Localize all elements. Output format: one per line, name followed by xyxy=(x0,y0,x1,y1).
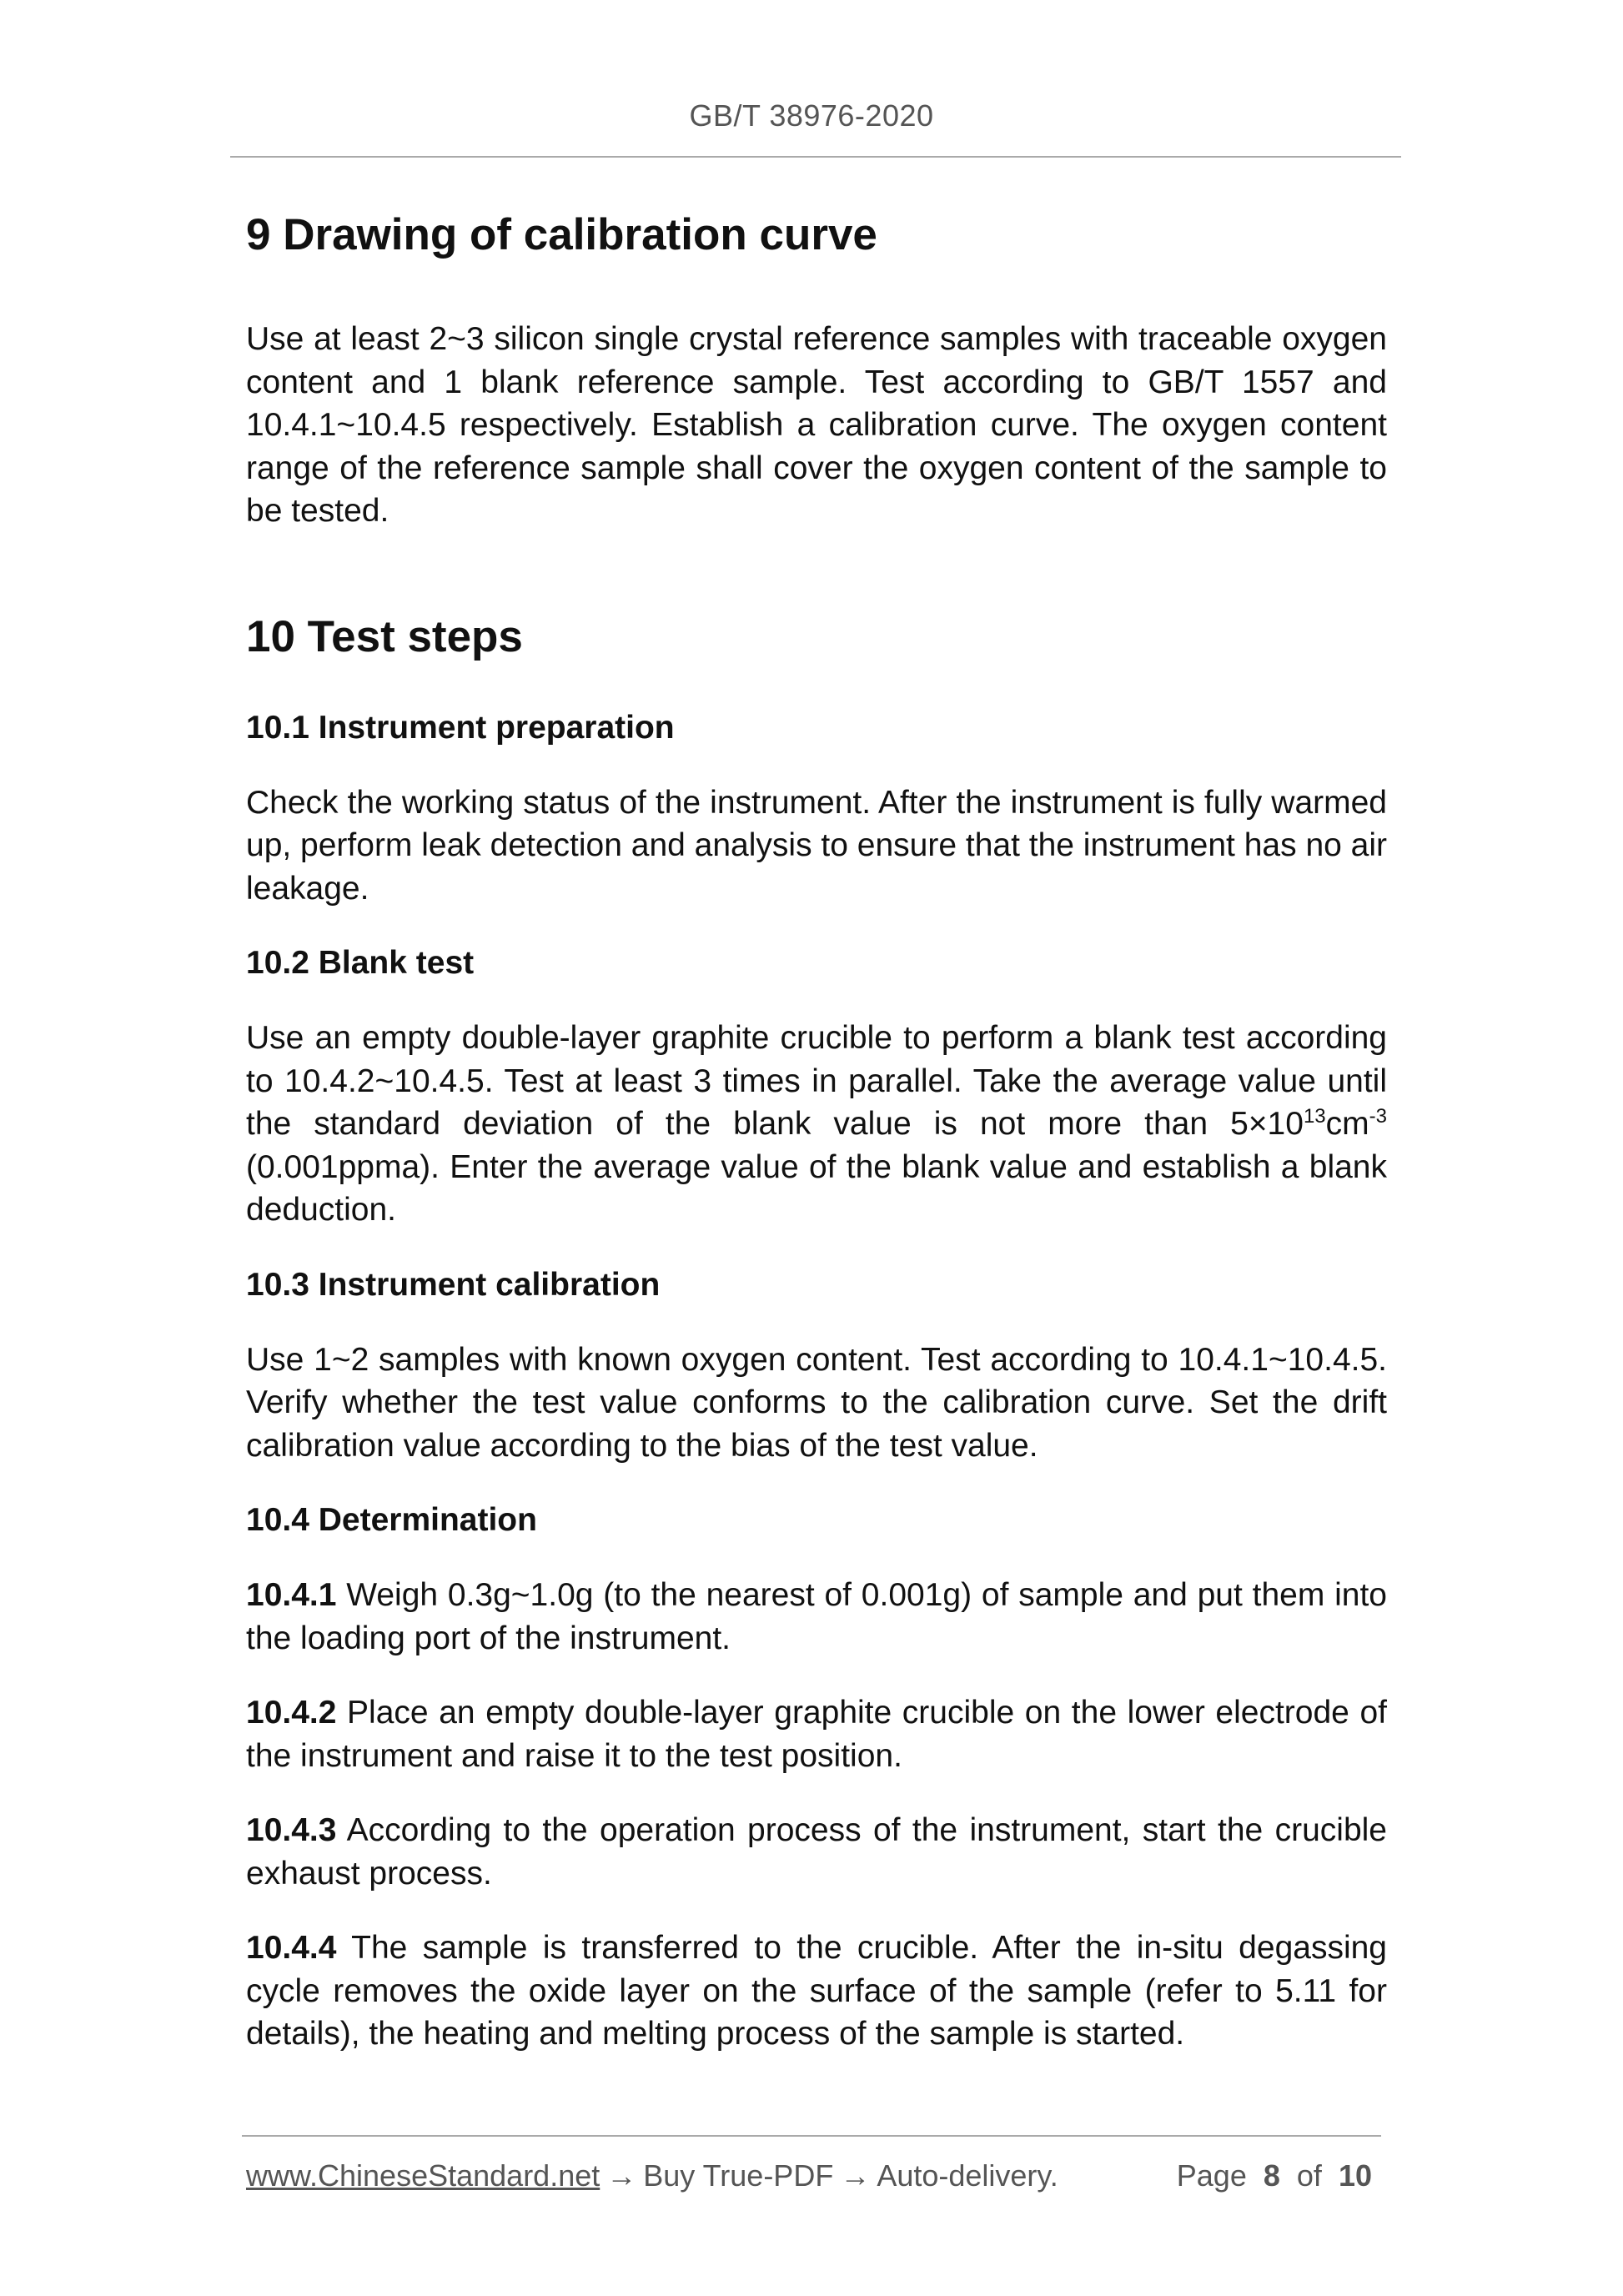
clause-10-4-1 xyxy=(246,1574,1387,1660)
clause-text: According to the operation process of the instrument, start the crucible exhaust process. xyxy=(246,1812,1387,1892)
section-10-2-text-part3: (0.001ppma). Enter the average value of the blank value and establish a blank deduction. xyxy=(246,1148,1387,1228)
section-10-heading: 10 Test steps xyxy=(246,611,523,661)
page-label: Page xyxy=(1176,2158,1247,2193)
section-10-2-unit: cm xyxy=(1325,1106,1369,1142)
page-footer xyxy=(246,2158,1372,2193)
exponent-minus-3: -3 xyxy=(1369,1105,1387,1128)
page-current: 8 xyxy=(1263,2158,1280,2193)
website-link[interactable]: www.ChineseStandard.net xyxy=(246,2158,600,2193)
section-10-2-paragraph xyxy=(246,1017,1387,1232)
page-of-label: of xyxy=(1296,2158,1322,2193)
page-content xyxy=(246,204,1387,2056)
section-10-3-paragraph: Use 1~2 samples with known oxygen content. Test according to 10.4.1~10.4.5. Verify whether the test value conforms to the calibration curve. Set the drift calibration value according to the bias of the test value. xyxy=(246,1341,1387,1464)
section-10-3-heading: 10.3 Instrument calibration xyxy=(246,1266,661,1303)
section-9-heading: 9 Drawing of calibration curve xyxy=(246,210,877,259)
clause-number: 10.4.3 xyxy=(246,1812,337,1848)
header-divider xyxy=(230,156,1401,158)
arrow-right-icon: → xyxy=(840,2158,871,2193)
section-10-2-text-part1: Use an empty double-layer graphite crucible to perform a blank test according to 10.4.2~10.4.5. Test at least 3 times in parallel. Take the average value until the standard deviation of the blank value is not more than 5×10 xyxy=(246,1020,1387,1142)
auto-delivery-text: Auto-delivery. xyxy=(877,2158,1058,2193)
clause-10-4-4 xyxy=(246,1927,1387,2056)
clause-number: 10.4.1 xyxy=(246,1577,337,1613)
clause-text: Place an empty double-layer graphite crucible on the lower electrode of the instrument and raise it to the test position. xyxy=(246,1695,1387,1774)
clause-10-4-2 xyxy=(246,1691,1387,1777)
exponent-13: 13 xyxy=(1303,1105,1326,1128)
section-10-2-heading: 10.2 Blank test xyxy=(246,945,475,981)
clause-text: Weigh 0.3g~1.0g (to the nearest of 0.001g) of sample and put them into the loading port of the instrument. xyxy=(246,1577,1387,1656)
page-indicator xyxy=(1177,2158,1372,2193)
section-10-1-paragraph: Check the working status of the instrument. After the instrument is fully warmed up, perform leak detection and analysis to ensure that the instrument has no air leakage. xyxy=(246,784,1387,907)
section-9-paragraph: Use at least 2~3 silicon single crystal reference samples with traceable oxygen content and 1 blank reference sample. Test according to GB/T 1557 and 10.4.1~10.4.5 respectively. Establish a calibration curve. The oxygen content range of the reference sample shall cover the oxygen content of the sample to be tested. xyxy=(246,321,1387,529)
clause-number: 10.4.4 xyxy=(246,1930,337,1966)
buy-true-pdf-text: Buy True-PDF xyxy=(643,2158,834,2193)
footer-divider xyxy=(242,2135,1381,2137)
header-standard-code: GB/T 38976-2020 xyxy=(689,98,934,133)
clause-text: The sample is transferred to the crucible. After the in-situ degassing cycle removes the oxide layer on the surface of the sample (refer to 5.11 for details), the heating and melting process of the sample is started. xyxy=(246,1930,1387,2052)
section-10-1-heading: 10.1 Instrument preparation xyxy=(246,709,675,746)
arrow-right-icon: → xyxy=(606,2158,637,2193)
clause-number: 10.4.2 xyxy=(246,1695,337,1731)
page-total: 10 xyxy=(1338,2158,1372,2193)
clause-10-4-3 xyxy=(246,1809,1387,1895)
section-10-4-heading: 10.4 Determination xyxy=(246,1502,537,1538)
